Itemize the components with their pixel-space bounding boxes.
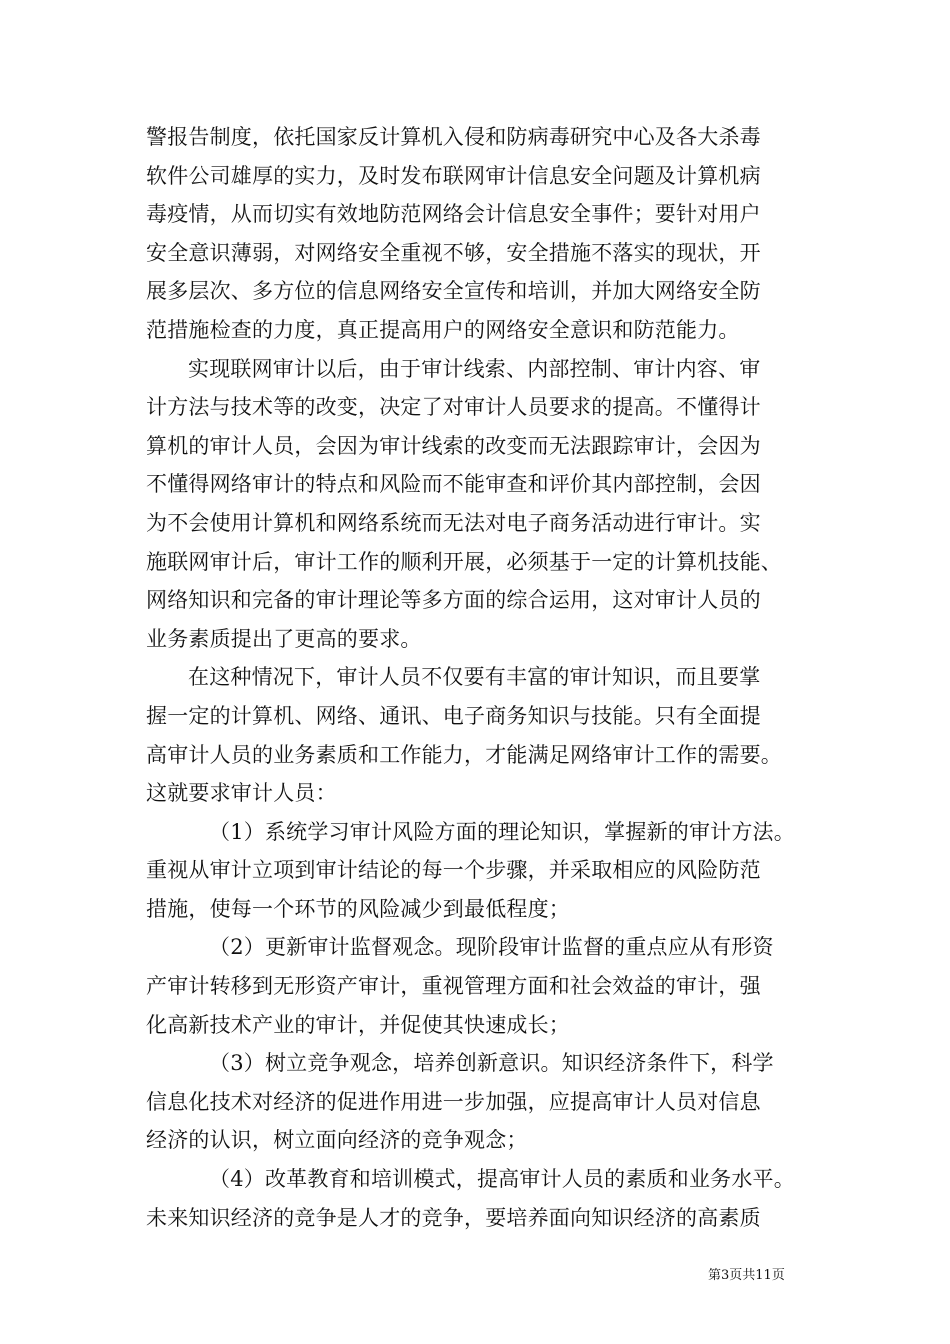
paragraph-start-line: 实现联网审计以后，由于审计线索、内部控制、审计内容、审	[188, 356, 761, 381]
page-number-footer: 第3页共11页	[708, 1268, 785, 1283]
text-line: 警报告制度，依托国家反计算机入侵和防病毒研究中心及各大杀毒	[146, 125, 761, 149]
text-line: 未来知识经济的竞争是人才的竞争，要培养面向知识经济的高素质	[146, 1205, 761, 1230]
list-item-start-line: （3）树立竞争观念，培养创新意识。知识经济条件下，科学	[209, 1051, 774, 1076]
text-line: 不懂得网络审计的特点和风险而不能审查和评价其内部控制，会因	[146, 472, 761, 497]
text-line: 算机的审计人员，会因为审计线索的改变而无法跟踪审计，会因为	[146, 433, 761, 458]
text-line: 产审计转移到无形资产审计，重视管理方面和社会效益的审计，强	[146, 974, 761, 999]
text-line: 握一定的计算机、网络、通讯、电子商务知识与技能。只有全面提	[146, 703, 761, 728]
text-line: 措施，使每一个环节的风险减少到最低程度；	[146, 896, 570, 921]
text-line: 软件公司雄厚的实力，及时发布联网审计信息安全问题及计算机病	[146, 163, 761, 188]
text-line: 化高新技术产业的审计，并促使其快速成长；	[146, 1012, 570, 1037]
text-line: 业务素质提出了更高的要求。	[146, 626, 422, 651]
text-line: 这就要求审计人员：	[146, 781, 337, 806]
text-line: 展多层次、多方位的信息网络安全宣传和培训，并加大网络安全防	[146, 279, 761, 304]
text-line: 安全意识薄弱，对网络安全重视不够，安全措施不落实的现状，开	[146, 240, 761, 265]
text-line: 范措施检查的力度，真正提高用户的网络安全意识和防范能力。	[146, 317, 740, 342]
text-line: 网络知识和完备的审计理论等多方面的综合运用，这对审计人员的	[146, 588, 761, 613]
body-text	[146, 118, 810, 1237]
text-line: 经济的认识，树立面向经济的竞争观念；	[146, 1128, 528, 1153]
text-line: 高审计人员的业务素质和工作能力，才能满足网络审计工作的需要。	[146, 742, 782, 767]
text-line: 施联网审计后，审计工作的顺利开展，必须基于一定的计算机技能、	[146, 549, 782, 574]
text-line: 信息化技术对经济的促进作用进一步加强，应提高审计人员对信息	[146, 1089, 761, 1114]
list-item-start-line: （1）系统学习审计风险方面的理论知识，掌握新的审计方法。	[209, 819, 795, 844]
text-line: 为不会使用计算机和网络系统而无法对电子商务活动进行审计。实	[146, 510, 761, 535]
list-item-start-line: （4）改革教育和培训模式，提高审计人员的素质和业务水平。	[209, 1167, 795, 1192]
text-line: 重视从审计立项到审计结论的每一个步骤，并采取相应的风险防范	[146, 858, 761, 883]
text-line: 计方法与技术等的改变，决定了对审计人员要求的提高。不懂得计	[146, 395, 761, 420]
text-line: 毒疫情，从而切实有效地防范网络会计信息安全事件；要针对用户	[146, 202, 761, 227]
list-item-start-line: （2）更新审计监督观念。现阶段审计监督的重点应从有形资	[209, 935, 774, 960]
paragraph-start-line: 在这种情况下，审计人员不仅要有丰富的审计知识，而且要掌	[188, 665, 761, 690]
